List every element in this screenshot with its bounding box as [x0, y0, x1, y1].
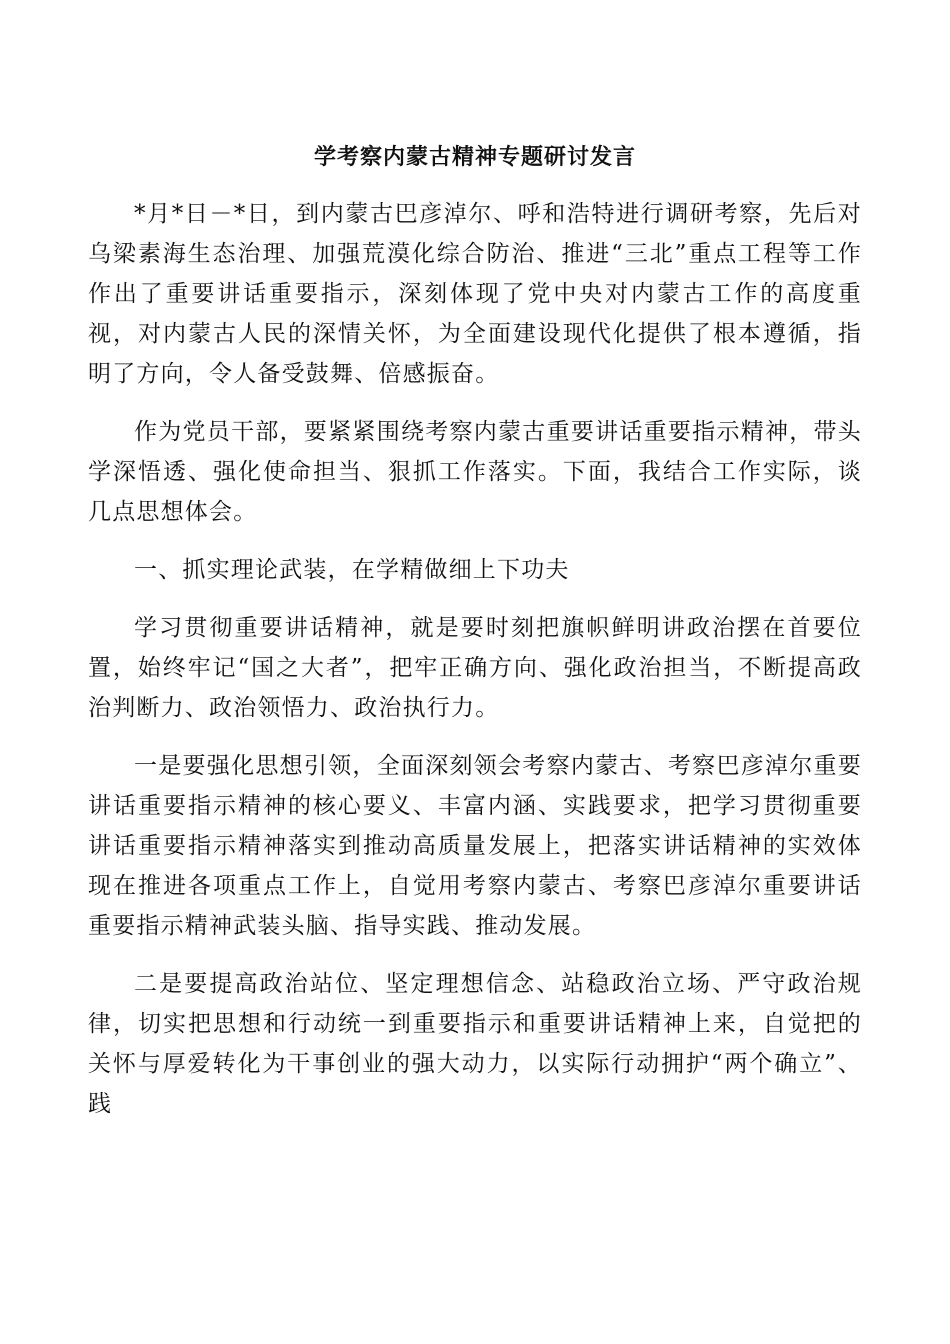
document-body	[88, 194, 862, 1142]
paragraph: 二是要提高政治站位、坚定理想信念、站稳政治立场、严守政治规律，切实把思想和行动统一到重要指示和重要讲话精神上来，自觉把的关怀与厚爱转化为干事创业的强大动力，以实际行动拥护“两个确立”、践	[88, 971, 862, 1117]
document-title: 学考察内蒙古精神专题研讨发言	[313, 144, 636, 170]
paragraph: 学习贯彻重要讲话精神，就是要时刻把旗帜鲜明讲政治摆在首要位置，始终牢记“国之大者”，把牢正确方向、强化政治担当，不断提高政治判断力、政治领悟力、政治执行力。	[88, 615, 862, 721]
paragraph: 一是要强化思想引领，全面深刻领会考察内蒙古、考察巴彦淖尔重要讲话重要指示精神的核心要义、丰富内涵、实践要求，把学习贯彻重要讲话重要指示精神落实到推动高质量发展上，把落实讲话精神的实效体现在推进各项重点工作上，自觉用考察内蒙古、考察巴彦淖尔重要讲话重要指示精神武装头脑、指导实践、推动发展。	[88, 753, 862, 939]
section-heading: 一、抓实理论武装，在学精做细上下功夫	[134, 557, 570, 583]
paragraph: *月*日－*日，到内蒙古巴彦淖尔、呼和浩特进行调研考察，先后对乌梁素海生态治理、加强荒漠化综合防治、推进“三北”重点工程等工作作出了重要讲话重要指示，深刻体现了党中央对内蒙古工作的高度重视，对内蒙古人民的深情关怀，为全面建设现代化提供了根本遵循，指明了方向，令人备受鼓舞、倍感振奋。	[88, 201, 862, 387]
paragraph: 作为党员干部，要紧紧围绕考察内蒙古重要讲话重要指示精神，带头学深悟透、强化使命担当、狠抓工作落实。下面，我结合工作实际，谈几点思想体会。	[88, 419, 862, 525]
